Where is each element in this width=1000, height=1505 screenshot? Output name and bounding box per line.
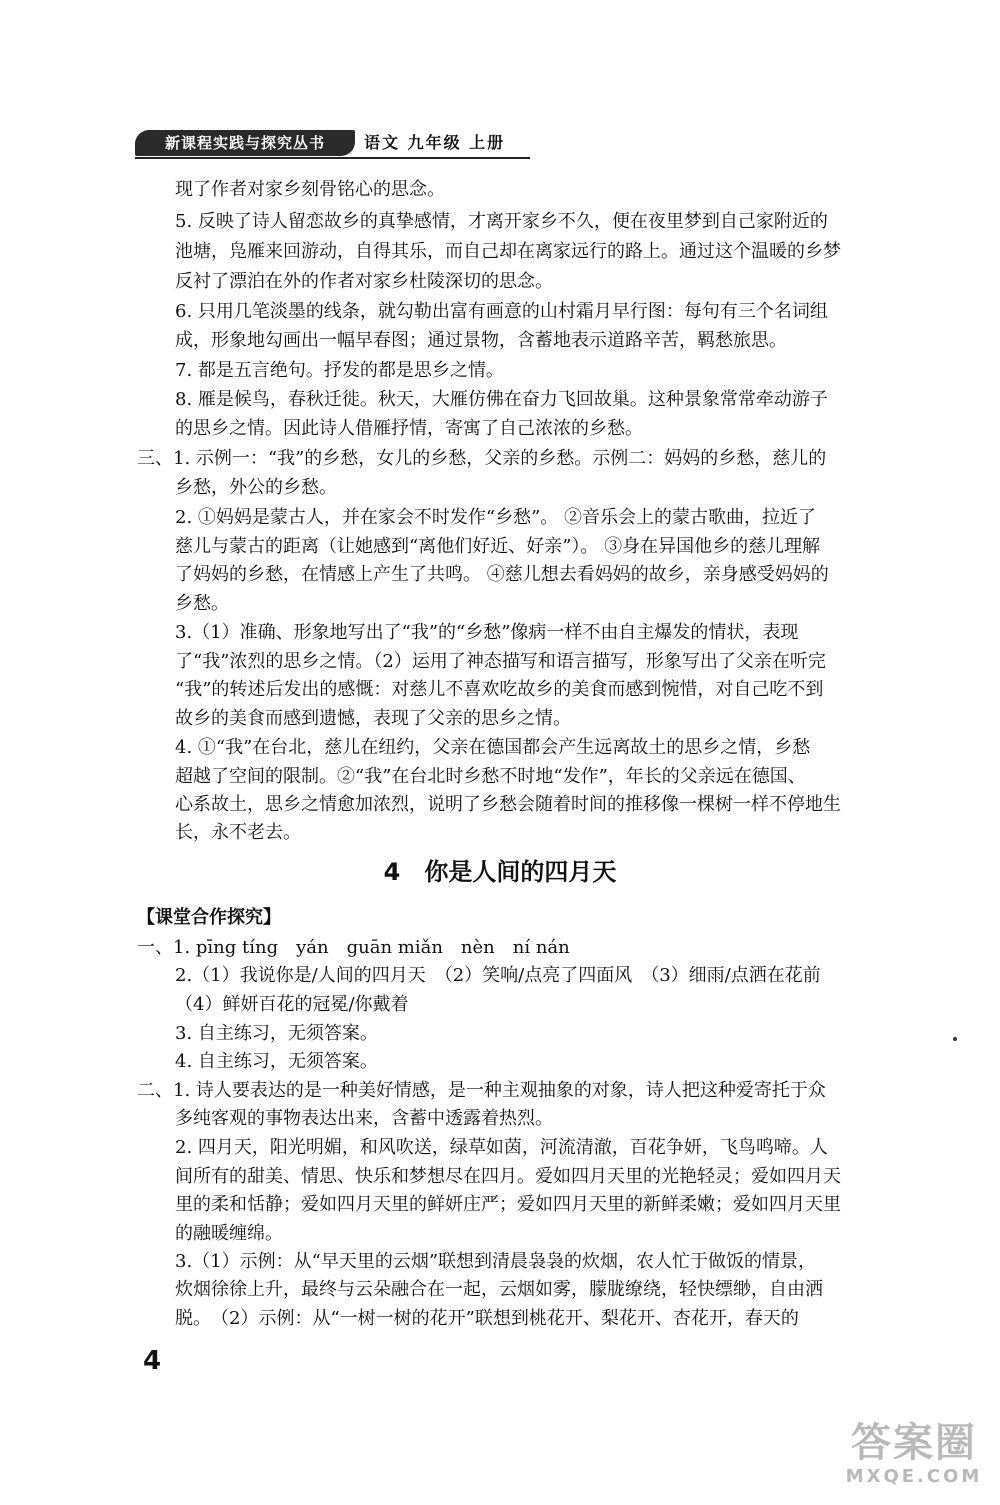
text-line: 二、1. 诗人要表达的是一种美好情感，是一种主观抽象的对象，诗人把这种爱寄托于众	[137, 1080, 826, 1101]
text-line: 反衬了漂泊在外的作者对家乡杜陵深切的思念。	[175, 271, 553, 292]
text-line: 里的柔和恬静；爱如四月天里的鲜妍庄严；爱如四月天里的新鲜柔嫩；爱如四月天里	[175, 1194, 841, 1215]
header-rule	[135, 157, 530, 159]
stray-dot	[953, 1037, 957, 1041]
text-line: 心系故土，思乡之情愈加浓烈，说明了乡愁会随着时间的推移像一棵树一样不停地生	[175, 794, 841, 815]
text-line: 乡愁，外公的乡愁。	[175, 477, 337, 498]
text-line: 3.（1）示例：从“早天里的云烟”联想到清晨袅袅的炊烟，农人忙于做饭的情景，	[175, 1251, 817, 1272]
text-line: 成，形象地勾画出一幅早春图；通过景物，含蓄地表示道路辛苦，羁愁旅思。	[175, 330, 787, 351]
text-line: 间所有的甜美、情思、快乐和梦想尽在四月。爱如四月天里的光艳轻灵；爱如四月天	[175, 1166, 841, 1187]
text-line: 故乡的美食而感到遗憾，表现了父亲的思乡之情。	[175, 708, 571, 729]
text-line: 超越了空间的限制。②“我”在台北时乡愁不时地“发作”，年长的父亲远在德国、	[175, 766, 806, 787]
section-title: 4 你是人间的四月天	[383, 858, 617, 886]
text-line: 乡愁。	[175, 593, 229, 614]
text-line: 脱。 （2）示例：从“一树一树的花开”联想到桃花开、梨花开、杏花开，春天的	[175, 1308, 799, 1329]
text-line: 长，永不老去。	[175, 822, 301, 843]
watermark-text: 答案圈	[851, 1420, 977, 1466]
text-line: 2.（1）我说你是/人间的四月天 （2）笑响/点亮了四面风 （3）细雨/点洒在花前	[175, 965, 821, 986]
text-line: 3.（1）准确、形象地写出了“我”的“乡愁”像病一样不由自主爆发的情状，表现	[175, 622, 799, 643]
text-line: 7. 都是五言绝句。抒发的都是思乡之情。	[175, 360, 504, 381]
text-line: 2. ①妈妈是蒙古人，并在家会不时发作“乡愁”。 ②音乐会上的蒙古歌曲，拉近了	[175, 507, 817, 528]
text-line: 多纯客观的事物表达出来，含蓄中透露着热烈。	[175, 1108, 553, 1129]
text-line: 8. 雁是候鸟，春秋迁徙。秋天，大雁仿佛在奋力飞回故巢。这种景象常常牵动游子	[175, 389, 828, 410]
text-line: 三、1. 示例一：“我”的乡愁，女儿的乡愁，父亲的乡愁。示例二：妈妈的乡愁，慈儿的	[137, 448, 827, 469]
text-line: 池塘，凫雁来回游动，自得其乐，而自己却在离家远行的路上。通过这个温暖的乡梦	[175, 241, 841, 262]
page-number: 4	[143, 1346, 162, 1376]
series-banner: 新课程实践与探究丛书	[135, 130, 355, 156]
subject-label: 语文 九年级 上册	[364, 133, 506, 152]
watermark-logo	[834, 1419, 994, 1499]
text-line: 的融暖缠绵。	[175, 1223, 283, 1244]
text-line: 4. 自主练习，无须答案。	[175, 1051, 378, 1072]
text-line: 现了作者对家乡刻骨铭心的思念。	[175, 179, 445, 200]
watermark-domain: MXQE.COM	[845, 1466, 983, 1487]
text-line: 的思乡之情。因此诗人借雁抒情，寄寓了自己浓浓的乡愁。	[175, 418, 643, 439]
text-line: 慈儿与蒙古的距离（让她感到“离他们好近、好亲”）。 ③身在异国他乡的慈儿理解	[175, 536, 821, 557]
text-line: “我”的转述后发出的感慨：对慈儿不喜欢吃故乡的美食而感到惋惜，对自己吃不到	[175, 679, 824, 700]
text-line: 一、1. pīng tíng yán guān miǎn nèn ní nán	[137, 937, 570, 958]
section-heading: 【课堂合作探究】	[137, 907, 281, 928]
text-line: 4. ①“我”在台北，慈儿在纽约，父亲在德国都会产生远离故土的思乡之情，乡愁	[175, 737, 811, 758]
text-line: 了妈妈的乡愁，在情感上产生了共鸣。 ④慈儿想去看妈妈的故乡，亲身感受妈妈的	[175, 564, 829, 585]
text-line: 炊烟徐徐上升，最终与云朵融合在一起，云烟如雾，朦胧缭绕，轻快缥缈，自由洒	[175, 1279, 823, 1300]
text-line: 5. 反映了诗人留恋故乡的真挚感情，才离开家乡不久，便在夜里梦到自己家附近的	[175, 211, 828, 232]
text-line: 3. 自主练习，无须答案。	[175, 1023, 378, 1044]
text-line: （4）鲜妍百花的冠冕/你戴着	[175, 994, 409, 1015]
text-line: 了“我”浓烈的思乡之情。（2）运用了神态描写和语言描写，形象写出了父亲在听完	[175, 651, 826, 672]
text-line: 6. 只用几笔淡墨的线条，就勾勒出富有画意的山村霜月早行图：每句有三个名词组	[175, 301, 828, 322]
text-line: 2. 四月天，阳光明媚，和风吹送，绿草如茵，河流清澈，百花争妍，飞鸟鸣啼。人	[175, 1137, 828, 1158]
